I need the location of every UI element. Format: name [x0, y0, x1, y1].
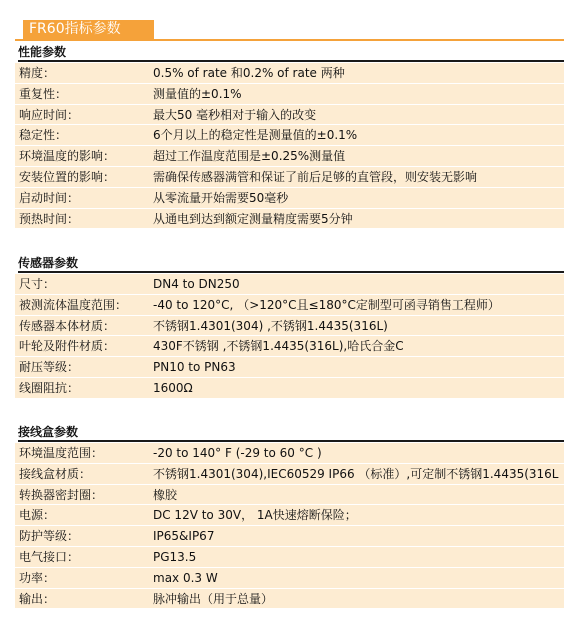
param-row	[15, 209, 564, 230]
param-row	[15, 526, 564, 547]
param-label: 启动时间：	[19, 190, 80, 205]
param-label: 转换器密封圈：	[19, 487, 104, 502]
param-value: -20 to 140° F (-29 to 60 °C )	[153, 446, 322, 460]
param-label: 电源：	[19, 508, 56, 523]
param-label: 线圈阻抗：	[19, 380, 80, 395]
param-label: 功率：	[19, 570, 56, 585]
param-label: 防护等级：	[19, 529, 80, 544]
param-value: 不锈钢1.4301(304) ,不锈钢1.4435(316L)	[153, 318, 388, 333]
param-value: 6个月以上的稳定性是测量值的±0.1%	[153, 128, 358, 143]
param-label: 安装位置的影响：	[19, 169, 116, 184]
param-row	[15, 188, 564, 209]
param-label: 电气接口：	[19, 549, 80, 564]
param-label: 精度：	[19, 66, 56, 80]
param-value: 脉冲输出（用于总量）	[153, 591, 274, 606]
param-value: 超过工作温度范围是±0.25%测量值	[153, 149, 346, 164]
param-label: 传感器本体材质：	[19, 318, 116, 333]
param-value: 1600Ω	[153, 380, 193, 395]
param-label: 尺寸：	[19, 277, 56, 291]
section-heading-performance: 性能参数	[18, 44, 564, 62]
param-value: PN10 to PN63	[153, 360, 236, 375]
param-value: 需确保传感器满管和保证了前后足够的直管段，则安装无影响	[153, 169, 478, 184]
param-value: 从零流量开始需要50毫秒	[153, 190, 289, 205]
param-value: 不锈钢1.4301(304),IEC60529 IP66 （标准）,可定制不锈钢1.4435(316L	[153, 466, 559, 481]
section-heading-junction-box: 接线盒参数	[18, 424, 564, 442]
param-row	[15, 295, 564, 316]
param-label: 耐压等级：	[19, 360, 80, 375]
param-value: 430F不锈钢 ,不锈钢1.4435(316L),哈氏合金C	[153, 339, 404, 354]
param-label: 叶轮及附件材质：	[19, 339, 116, 354]
param-label: 环境温度的影响：	[19, 149, 116, 164]
param-row	[15, 443, 564, 464]
section-rows-sensor	[15, 274, 564, 399]
param-row	[15, 505, 564, 526]
param-row	[15, 167, 564, 188]
param-value: 最大50 毫秒相对于输入的改变	[153, 107, 317, 122]
param-row	[15, 485, 564, 506]
param-label: 环境温度范围：	[19, 446, 104, 460]
param-value: PG13.5	[153, 549, 197, 564]
param-value: 橡胶	[153, 487, 178, 502]
param-value: max 0.3 W	[153, 570, 218, 585]
param-row	[15, 146, 564, 167]
param-label: 预热时间：	[19, 211, 80, 226]
param-value: -40 to 120°C, （>120°C且≤180°C定制型可函寻销售工程师）	[153, 297, 500, 312]
param-row	[15, 357, 564, 378]
param-value: DN4 to DN250	[153, 277, 240, 291]
param-value: 测量值的±0.1%	[153, 86, 242, 101]
param-row	[15, 378, 564, 399]
param-label: 重复性：	[19, 86, 68, 101]
param-row	[15, 464, 564, 485]
section-heading-sensor: 传感器参数	[18, 255, 564, 273]
param-row	[15, 274, 564, 295]
param-row	[15, 568, 564, 589]
title-underline	[15, 39, 564, 41]
param-label: 输出：	[19, 591, 56, 606]
section-rows-performance	[15, 63, 564, 229]
param-row	[15, 63, 564, 84]
param-row	[15, 125, 564, 146]
param-value: 从通电到达到额定测量精度需要5分钟	[153, 211, 353, 226]
param-row	[15, 316, 564, 337]
param-label: 被测流体温度范围：	[19, 297, 128, 312]
section-rows-junction-box	[15, 443, 564, 609]
param-row	[15, 547, 564, 568]
page-title: FR60指标参数	[23, 20, 154, 39]
param-row	[15, 84, 564, 105]
param-row	[15, 589, 564, 610]
param-row	[15, 336, 564, 357]
param-value: DC 12V to 30V， 1A快速熔断保险；	[153, 508, 357, 523]
param-label: 接线盒材质：	[19, 466, 92, 481]
param-value: 0.5% of rate 和0.2% of rate 两种	[153, 66, 345, 80]
param-label: 响应时间：	[19, 107, 80, 122]
param-row	[15, 105, 564, 126]
param-value: IP65&IP67	[153, 529, 215, 544]
param-label: 稳定性：	[19, 128, 68, 143]
